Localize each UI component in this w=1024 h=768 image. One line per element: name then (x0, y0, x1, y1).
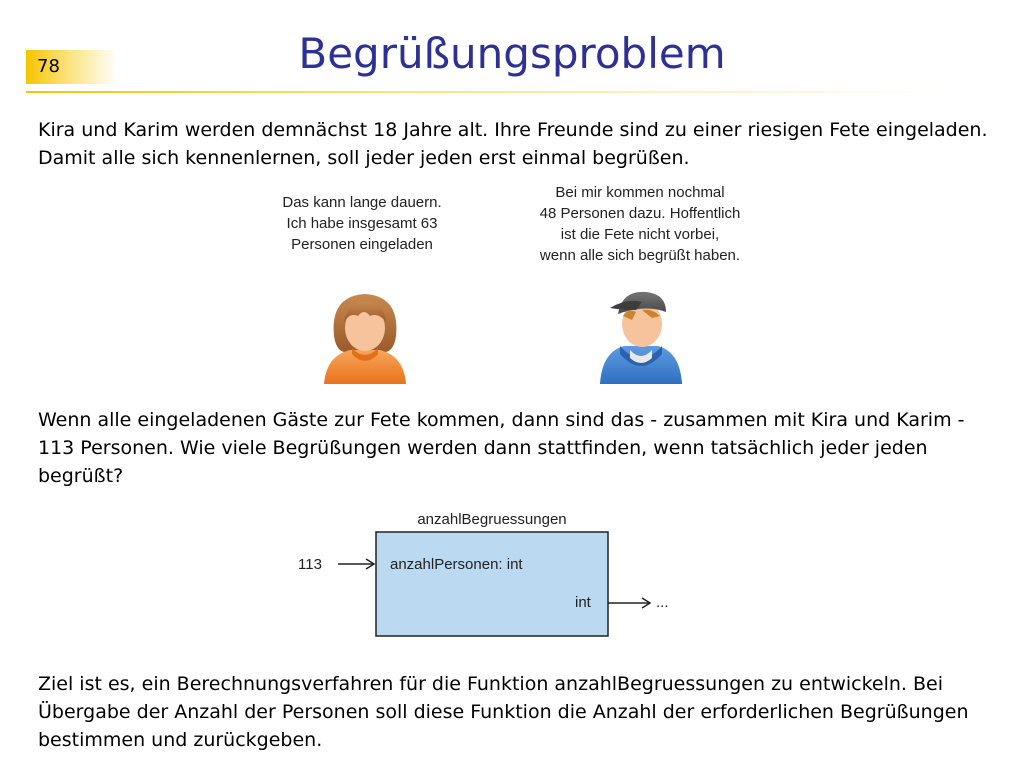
input-arrow (338, 559, 374, 569)
page-title: Begrüßungsproblem (298, 29, 726, 78)
male-person-cap-icon (596, 288, 686, 386)
goal-paragraph: Ziel ist es, ein Berechnungsverfahren für die Funktion anzahlBegruessungen zu entwickeln. Bei Übergabe der Anzahl der Personen soll diese Funktion die Anzahl der erforderlichen Begrüßungen bestimmen und zurückgeben. (38, 673, 969, 751)
slide-number: 78 (37, 56, 60, 77)
kira-speech-text: Das kann lange dauern. Ich habe insgesamt 63 Personen eingeladen (282, 194, 442, 253)
intro-paragraph: Kira und Karim werden demnächst 18 Jahre alt. Ihre Freunde sind zu einer riesigen Fete eingeladen. Damit alle sich kennenlernen, soll jeder jeden erst einmal begrüßen. (38, 119, 988, 169)
karim-speech-text: Bei mir kommen nochmal 48 Personen dazu. Hoffentlich ist die Fete nicht vorbei, wenn alle sich begrüßt haben. (539, 184, 741, 264)
function-input-value: 113 (298, 556, 322, 573)
question-paragraph: Wenn alle eingeladenen Gäste zur Fete kommen, dann sind das - zusammen mit Kira und Karim - 113 Personen. Wie viele Begrüßungen werden dann stattfinden, wenn tatsächlich jeder jeden begrüßt? (38, 409, 965, 487)
function-box (376, 532, 608, 636)
output-arrow (608, 598, 650, 608)
function-parameter: anzahlPersonen: int (390, 556, 523, 573)
header-divider (26, 91, 946, 93)
female-person-icon (320, 290, 410, 386)
function-return-type: int (575, 594, 591, 611)
function-name: anzahlBegruessungen (417, 511, 567, 528)
function-output-value: ... (656, 594, 669, 611)
